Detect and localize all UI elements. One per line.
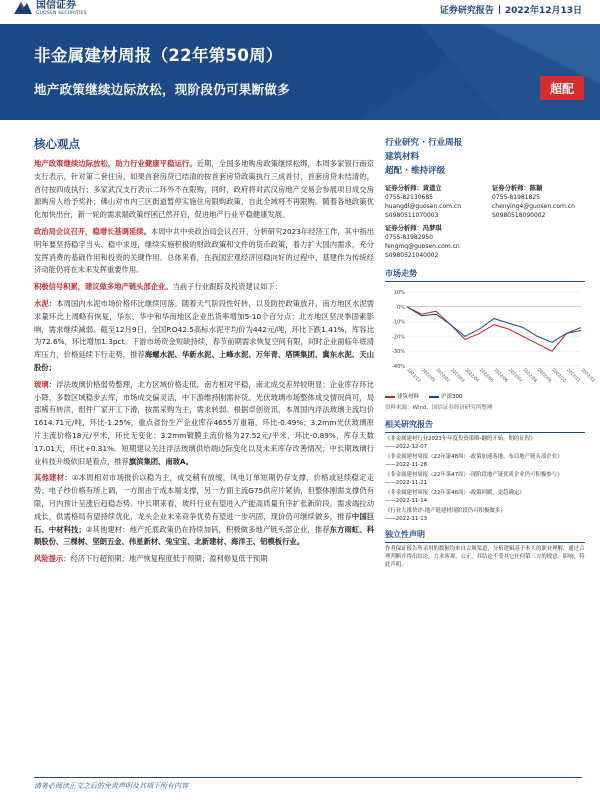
- other-picks-1: 中国巨石、中材科技；: [34, 511, 375, 534]
- x-tick-label: 2022/02: [435, 367, 452, 384]
- other-picks-2: 东方雨虹、科顺股份、三棵树、坚朗五金、伟星新材、兔宝宝、北新建材、海洋王、铝模板行业。: [34, 524, 375, 547]
- analyst-phone: 0755-81981825: [492, 194, 540, 201]
- analyst-name: 证券分析师：陈颖: [492, 185, 543, 192]
- title-banner: [0, 24, 600, 120]
- legend-item: [429, 392, 463, 400]
- cement-text: 本周国内水泥市场价格环比继续回落。随着天气阶段性好转，以及防控政策放开，南方地区水泥需求量环比上周略有恢复，华东、华中和华南地区企业出货率增加5-10个百分点；北方地区坚決季固素影响，需求继续减弱。截至12月9日，全国P.O42.5高标水泥平均价为442元/吨，环比下跌1.41%，库容比为72.6%，环比增加1.3pct。下游市场资金短缺持续，春节前期需求恢复空间有限，同时企业面临年底清库压力，价格延续下行走势，推荐: [34, 298, 375, 360]
- paragraph-policy: [34, 158, 374, 222]
- sector-name: 建筑材料: [385, 152, 420, 162]
- y-tick-label: -20%: [392, 334, 405, 341]
- x-tick-label: 2022/08: [522, 367, 539, 384]
- chart-title: 市场走势: [385, 268, 585, 282]
- related-report-link[interactable]: 《非金属建材行业2023年年度投资策略-翻的开始，期的征程》: [385, 436, 536, 442]
- independence-title: 独立性声明: [385, 529, 585, 543]
- x-tick-label: 2022/04: [464, 367, 481, 384]
- report-subtitle: 地产政策继续边际放松，现阶段仍可果断做多: [34, 82, 291, 97]
- paragraph-signals-text: 当前子行业跟踪及投资建议如下：: [172, 282, 283, 292]
- x-tick-label: 2022/11: [565, 367, 582, 384]
- related-reports-list: [385, 435, 585, 523]
- main-content: [34, 136, 374, 566]
- logo-chinese-name: 国信证券: [36, 0, 76, 11]
- glass-text: 浮法玻璃价格弱势整理，北方区域价格走低，南方相对平稳，南北成交差异较明显；企业库存环比小降，多数区域稳步去库，市场成交偏灵活，中下游维持刚需补货。光伏玻璃市场整体成交情况尚可，局部稀有转洪，组件厂家开工下滑，按需采购为主，需求转弱。根据卓创资讯，本周国内浮法玻璃主流均价1614.71元/吨，环比-1.25%，重点省份生产企业库存4655万重箱，环比-0.49%；3.2mm光伏玻璃原片主流价格18元/平米，环比无变化；3.2mm镀膜主流价格为27.52元/平米，环比-0.89%，库存天数17.01天，环比+0.31%。短期建议关注浮法玻璃供给端边际变化以及未来库存改善情况；中长期玻璃行业科技升级依旧是看点，推荐: [34, 379, 375, 466]
- report-title: 非金属建材周报（22年第50周）: [34, 46, 283, 65]
- banner-decoration: [0, 24, 600, 120]
- page-footer: [0, 775, 600, 800]
- paragraph-politburo-heading: 政治局会议召开，稳增长基调延续。: [34, 226, 151, 236]
- analyst-license: S0980518090002: [492, 212, 546, 219]
- analyst-name: 证券分析师：黄道立: [385, 185, 442, 192]
- glass-label: 玻璃：: [34, 379, 57, 389]
- paragraph-glass: [34, 379, 374, 469]
- rating-line: 超配 · 维持评级: [385, 166, 446, 176]
- paragraph-signals: [34, 281, 374, 294]
- related-report-date: ——2022-11-13: [385, 516, 428, 522]
- analyst-phone: 0755-82130685: [385, 194, 433, 201]
- risk-label: 风险提示：: [34, 554, 71, 564]
- x-tick-label: 2022/05: [478, 367, 495, 384]
- tag-divider: [499, 5, 500, 14]
- logo-english-name: GUOSEN SECURITIES: [36, 11, 87, 16]
- x-tick-label: 2022/01: [420, 367, 437, 384]
- other-text-2: ②其他建材：地产托底政策仍在持续加码，积极做多地产链头部企业，推荐: [85, 524, 330, 534]
- analyst-email[interactable]: huangdl@guosen.com.cn: [385, 203, 462, 210]
- report-type: 证券研究报告: [439, 6, 494, 16]
- disclaimer-note: 请务必阅读正文之后的免责声明及其项下所有内容: [34, 782, 188, 790]
- risk-text: 经济下行超预期；地产恢复程度低于预期；盈利修复低于预期: [70, 554, 268, 564]
- paragraph-signals-heading: 积极信号积累，建议做多地产链头部企业。: [34, 282, 173, 292]
- analyst-phone: 0755-81982950: [385, 234, 433, 241]
- related-reports-title: 相关研究报告: [385, 419, 585, 433]
- related-report-date: ——2022-12-07: [385, 444, 428, 450]
- paragraph-politburo-text: 本周中共中央政治局会议召开，分析研究2023年经济工作，其中指出明年要坚持稳字当头、稳中求进，继续实施积极的财政政策和文件的货币政策，着力扩大国内需求，充分发挥消费的基础作用和投资的关键作用。总体来看，在我国宏观经济回稳向好的过程中，基建作为传统经济动能仍将在未来发挥重要作用。: [34, 226, 374, 275]
- y-tick-label: -10%: [392, 319, 405, 326]
- paragraph-politburo: [34, 226, 374, 277]
- top-header: [0, 0, 600, 22]
- independence-text: 作者保证报告所采用的数据均来自合规渠道，分析逻辑基于本人的职业理解，通过合理判断并得出结论，力求客观、公正，其结论不受其它任何第三方的授意、影响，特此声明。: [385, 546, 585, 568]
- x-tick-label: 2022/12: [580, 367, 597, 384]
- company-logo: [14, 0, 87, 17]
- analyst-email[interactable]: fengmq@guosen.com.cn: [385, 243, 460, 250]
- x-tick-label: 2022/06: [493, 367, 510, 384]
- other-text: ①本周相对市场报价以稳为主，成交稍有放缓，风电订单短期仍存支撑，价格或延续稳定走势；电子纱价格有所上调，一方面由于成本端支撑，另一方面主流G75供应片紧俏，但整体刚需支撑仍有限，月内预计呈涨后趋稳态势。中长期来看，玻纤行业有望进入产能高质量有序扩张新阶段，需求端拉动成长，供需格局有望持续优化，龙头企业未来竞争优势有望进一步巩固，现价仍可继续做多，推荐: [34, 473, 375, 521]
- y-tick-label: 10%: [393, 290, 405, 296]
- rating-badge: 超配: [540, 76, 584, 100]
- sidebar: [385, 136, 597, 569]
- paragraph-other: [34, 472, 374, 549]
- y-tick-label: -30%: [392, 349, 405, 356]
- legend-label: 建筑材料: [397, 394, 420, 400]
- footer-divider: [34, 777, 582, 778]
- chart-source: 资料来源：Wind、国信证券经济研究所整理: [385, 405, 493, 411]
- cement-label: 水泥：: [34, 298, 57, 308]
- x-tick-label: 2022/03: [449, 367, 466, 384]
- legend-swatch: [385, 396, 395, 398]
- market-trend-chart: [385, 286, 597, 386]
- analyst-name: 证券分析师：冯梦琪: [385, 225, 442, 232]
- report-date: 2022年12月13日: [504, 6, 582, 16]
- logo-icon: [14, 0, 32, 14]
- legend-item: [385, 392, 419, 400]
- section-title: 核心观点: [34, 137, 80, 151]
- industry-type: 行业研究 · 行业周报: [385, 138, 463, 148]
- y-tick-label: 0%: [397, 304, 405, 311]
- analyst-card: [385, 224, 478, 260]
- related-report-date: ——2022-11-14: [385, 498, 428, 504]
- x-tick-label: 2021/12: [406, 367, 423, 384]
- related-report-link[interactable]: 《行业大涨快评-地产链建材现阶段仍可积极做多》: [385, 508, 506, 514]
- chart-legend: [385, 392, 585, 400]
- paragraph-cement: [34, 298, 374, 375]
- y-tick-label: -40%: [392, 364, 405, 370]
- glass-picks: 旗滨集团、南玻A。: [128, 456, 193, 466]
- paragraph-risk: [34, 553, 374, 566]
- x-tick-label: 2022/07: [507, 367, 524, 384]
- related-report-link[interactable]: 《非金属建材周报（22年第48周）-政策加速落地，布局地产链头部企业》: [385, 454, 563, 460]
- other-label: 其他建材：: [34, 473, 72, 483]
- report-tag: [440, 3, 582, 16]
- analyst-license: S0980521040002: [385, 252, 439, 259]
- analyst-card: [385, 184, 478, 220]
- related-report-link[interactable]: 《非金属建材周报（22年第47周）-现阶段地产链优质企业仍可积极参与》: [385, 472, 563, 478]
- related-report-date: ——2022-11-21: [385, 480, 428, 486]
- x-tick-label: 2022/10: [551, 367, 568, 384]
- x-tick-label: 2022/09: [536, 367, 553, 384]
- legend-swatch: [429, 396, 439, 398]
- paragraph-policy-text: 近期，全国多地购房政策继续松绑，本周多家银行南京支行表示，针对第二套住房，如果首套房贷已结清的按首套房贷政策执行三成首付，首套房贷未结清的，首付按四成执行；多家武汉支行表示二环外不在限购，同时，政府将对武汉房地产交易会参展项目成交房源购房人给予奖补；佛山对市内三区街道暂停实施住房限购政策，自此全域将不再限购。随着各地政策优化加快出台，新一轮的需求端政策纾困已然开启，促进地产行业平稳健康发展。: [34, 159, 374, 220]
- analyst-list: [385, 184, 585, 220]
- analyst-email[interactable]: chenying4@guosen.com.cn: [492, 203, 575, 210]
- paragraph-policy-heading: 地产政策继续边际放松，助力行业健康平稳运行。: [34, 159, 197, 168]
- related-report-date: ——2022-11-28: [385, 462, 428, 468]
- analyst-card: [492, 184, 585, 220]
- series-line-building-materials: [407, 307, 581, 351]
- analyst-license: S0980511070003: [385, 212, 439, 219]
- legend-label: 沪深300: [441, 394, 463, 400]
- related-report-link[interactable]: 《非金属建材周报（22年第46周）-政策回暖，更趋确定》: [385, 490, 525, 496]
- cement-picks: 海螺水泥、华新水泥、上峰水泥、万年青、塔牌集团、冀东水泥、天山股份；: [34, 350, 375, 372]
